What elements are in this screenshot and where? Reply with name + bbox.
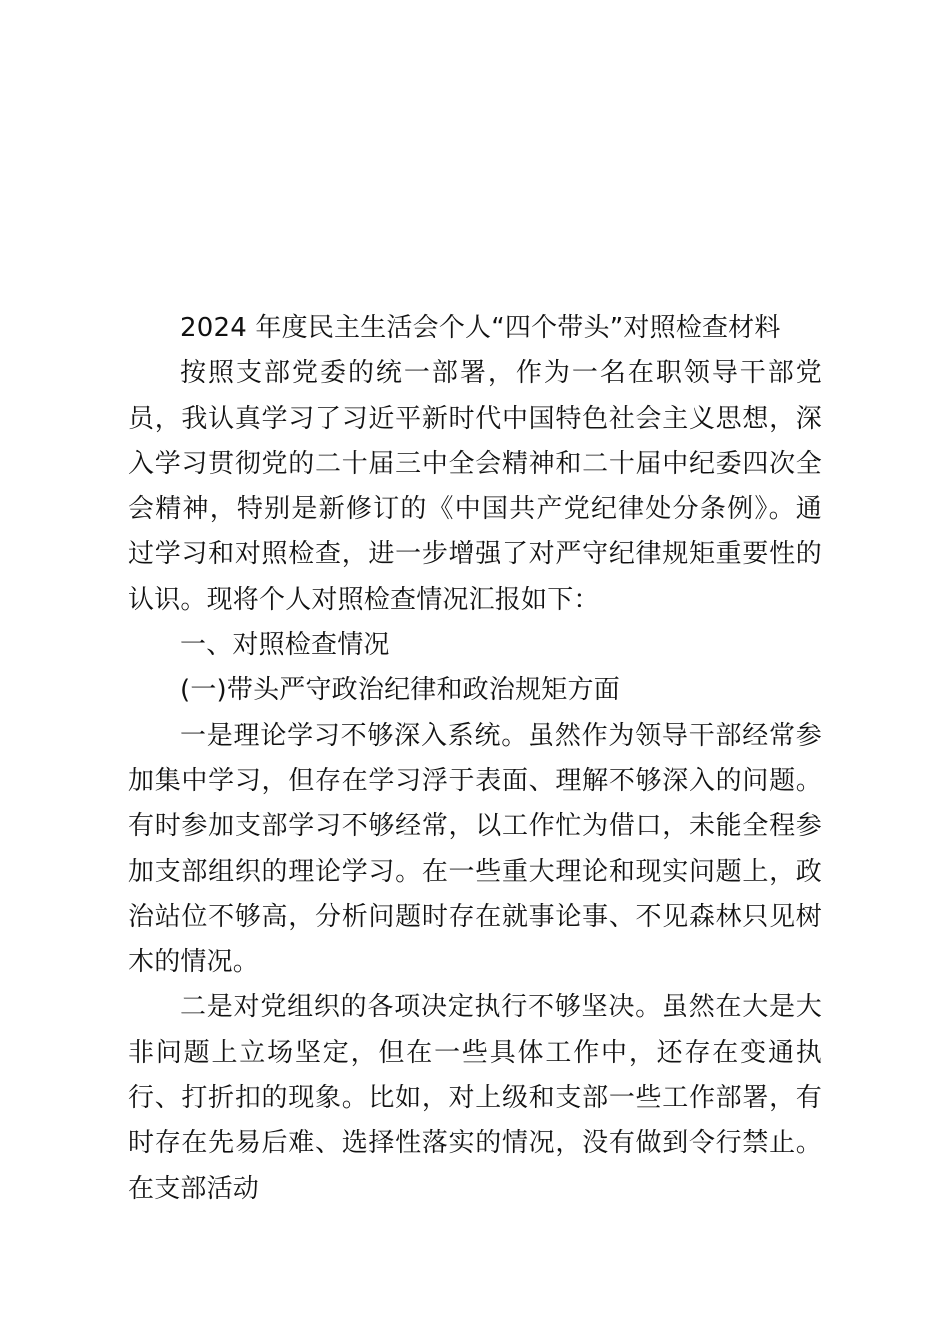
body-paragraph-2: 二是对党组织的各项决定执行不够坚决。虽然在大是大非问题上立场坚定，但在一些具体工作中，还存在变通执行、打折扣的现象。比如，对上级和支部一些工作部署，有时存在先易后难、选择性落实的情况，没有做到令行禁止。在支部活动	[128, 992, 822, 1204]
body-paragraph-1: 一是理论学习不够深入系统。虽然作为领导干部经常参加集中学习，但存在学习浮于表面、理解不够深入的问题。有时参加支部学习不够经常，以工作忙为借口，未能全程参加支部组织的理论学习。在一些重大理论和现实问题上，政治站位不够高，分析问题时存在就事论事、不见森林只见树木的情况。	[128, 720, 822, 978]
intro-paragraph: 按照支部党委的统一部署，作为一名在职领导干部党员，我认真学习了习近平新时代中国特色社会主义思想，深入学习贯彻党的二十届三中全会精神和二十届中纪委四次全会精神，特别是新修订的《中国共产党纪律处分条例》。通过学习和对照检查，进一步增强了对严守纪律规矩重要性的认识。现将个人对照检查情况汇报如下：	[128, 358, 822, 615]
subsection-heading: (一)带头严守政治纪律和政治规矩方面	[180, 675, 620, 706]
document-body	[128, 306, 822, 1212]
section-heading: 一、对照检查情况	[180, 630, 390, 661]
document-title: 2024 年度民主生活会个人“四个带头”对照检查材料	[180, 313, 781, 343]
